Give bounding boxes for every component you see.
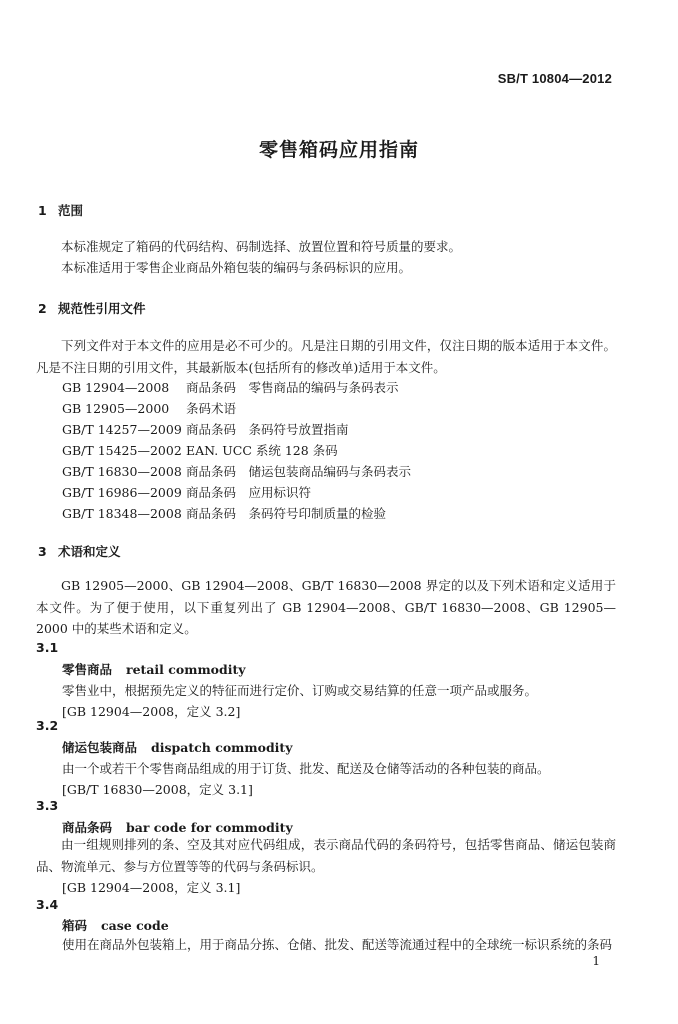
section-heading-terms-definitions: [38, 542, 121, 560]
reference-code: GB/T 15425—2002: [62, 443, 182, 458]
reference-title: 条码术语: [186, 401, 237, 416]
term-source: [GB 12904—2008，定义 3.1]: [62, 880, 241, 895]
paragraph: 本标准适用于零售企业商品外箱包装的编码与条码标识的应用。: [61, 260, 412, 275]
term-entry: [62, 660, 246, 678]
term-en: dispatch commodity: [151, 740, 293, 755]
reference-code: GB 12904—2008: [62, 380, 170, 395]
paragraph: GB 12905—2000、GB 12904—2008、GB/T 16830—2008 界定的以及下列术语和定义适用于本文件。为了便于使用，以下重复列出了 GB 12904—2008、GB/T 16830—2008、GB 12905—2000 中的某些术语和定义。: [36, 578, 616, 636]
section-number: 1: [38, 203, 47, 218]
paragraph: 下列文件对于本文件的应用是必不可少的。凡是注日期的引用文件，仅注日期的版本适用于本文件。凡是不注日期的引用文件，其最新版本(包括所有的修改单)适用于本文件。: [36, 338, 616, 375]
paragraph: 本标准规定了箱码的代码结构、码制选择、放置位置和符号质量的要求。: [61, 239, 462, 254]
term-en: case code: [101, 918, 169, 933]
section-number: 3: [38, 544, 47, 559]
section-number: 2: [38, 301, 47, 316]
term-zh: 储运包装商品: [62, 740, 138, 755]
term-definition: 由一个或若干个零售商品组成的用于订货、批发、配送及仓储等活动的各种包装的商品。: [62, 761, 550, 776]
term-source: [GB 12904—2008，定义 3.2]: [62, 704, 241, 719]
term-entry: [62, 916, 169, 934]
term-definition: 由一组规则排列的条、空及其对应代码组成，表示商品代码的条码符号，包括零售商品、储运包装商品、物流单元、参与方位置等等的代码与条码标识。: [36, 837, 616, 874]
reference-item: [62, 483, 311, 501]
section-title: 范围: [58, 203, 84, 218]
term-zh: 零售商品: [62, 662, 113, 677]
clause-number: 3.1: [36, 640, 59, 655]
term-zh: 箱码: [62, 918, 88, 933]
reference-code: GB/T 18348—2008: [62, 506, 182, 521]
document-title: 零售箱码应用指南: [258, 139, 419, 161]
reference-item: [62, 462, 411, 480]
reference-code: GB/T 16830—2008: [62, 464, 182, 479]
section-heading-normative-references: [38, 299, 146, 317]
reference-item: [62, 378, 399, 396]
clause-number: 3.3: [36, 798, 59, 813]
reference-item: [62, 504, 386, 522]
term-definition: 零售业中，根据预先定义的特征而进行定价、订购或交易结算的任意一项产品或服务。: [62, 683, 538, 698]
reference-title: 商品条码 条码符号放置指南: [186, 422, 349, 437]
term-zh: 商品条码: [62, 820, 113, 835]
term-en: bar code for commodity: [126, 820, 293, 835]
reference-title: 商品条码 零售商品的编码与条码表示: [186, 380, 399, 395]
page-number: 1: [592, 954, 600, 968]
section-title: 规范性引用文件: [58, 301, 146, 316]
clause-number: 3.2: [36, 718, 59, 733]
reference-code: GB/T 14257—2009: [62, 422, 182, 437]
reference-code: GB/T 16986—2009: [62, 485, 182, 500]
section-heading-scope: [38, 201, 83, 219]
clause-number: 3.4: [36, 897, 59, 912]
term-en: retail commodity: [126, 662, 246, 677]
reference-item: [62, 441, 338, 459]
reference-code: GB 12905—2000: [62, 401, 170, 416]
standard-number: SB/T 10804—2012: [497, 71, 612, 86]
reference-item: [62, 399, 236, 417]
term-definition: 使用在商品外包装箱上，用于商品分拣、仓储、批发、配送等流通过程中的全球统一标识系统的条码: [62, 937, 613, 952]
reference-item: [62, 420, 349, 438]
section-title: 术语和定义: [58, 544, 121, 559]
reference-title: 商品条码 应用标识符: [186, 485, 312, 500]
reference-title: 商品条码 储运包装商品编码与条码表示: [186, 464, 412, 479]
term-source: [GB/T 16830—2008，定义 3.1]: [62, 782, 253, 797]
term-entry: [62, 738, 292, 756]
reference-title: EAN. UCC 系统 128 条码: [186, 443, 338, 458]
reference-title: 商品条码 条码符号印制质量的检验: [186, 506, 387, 521]
